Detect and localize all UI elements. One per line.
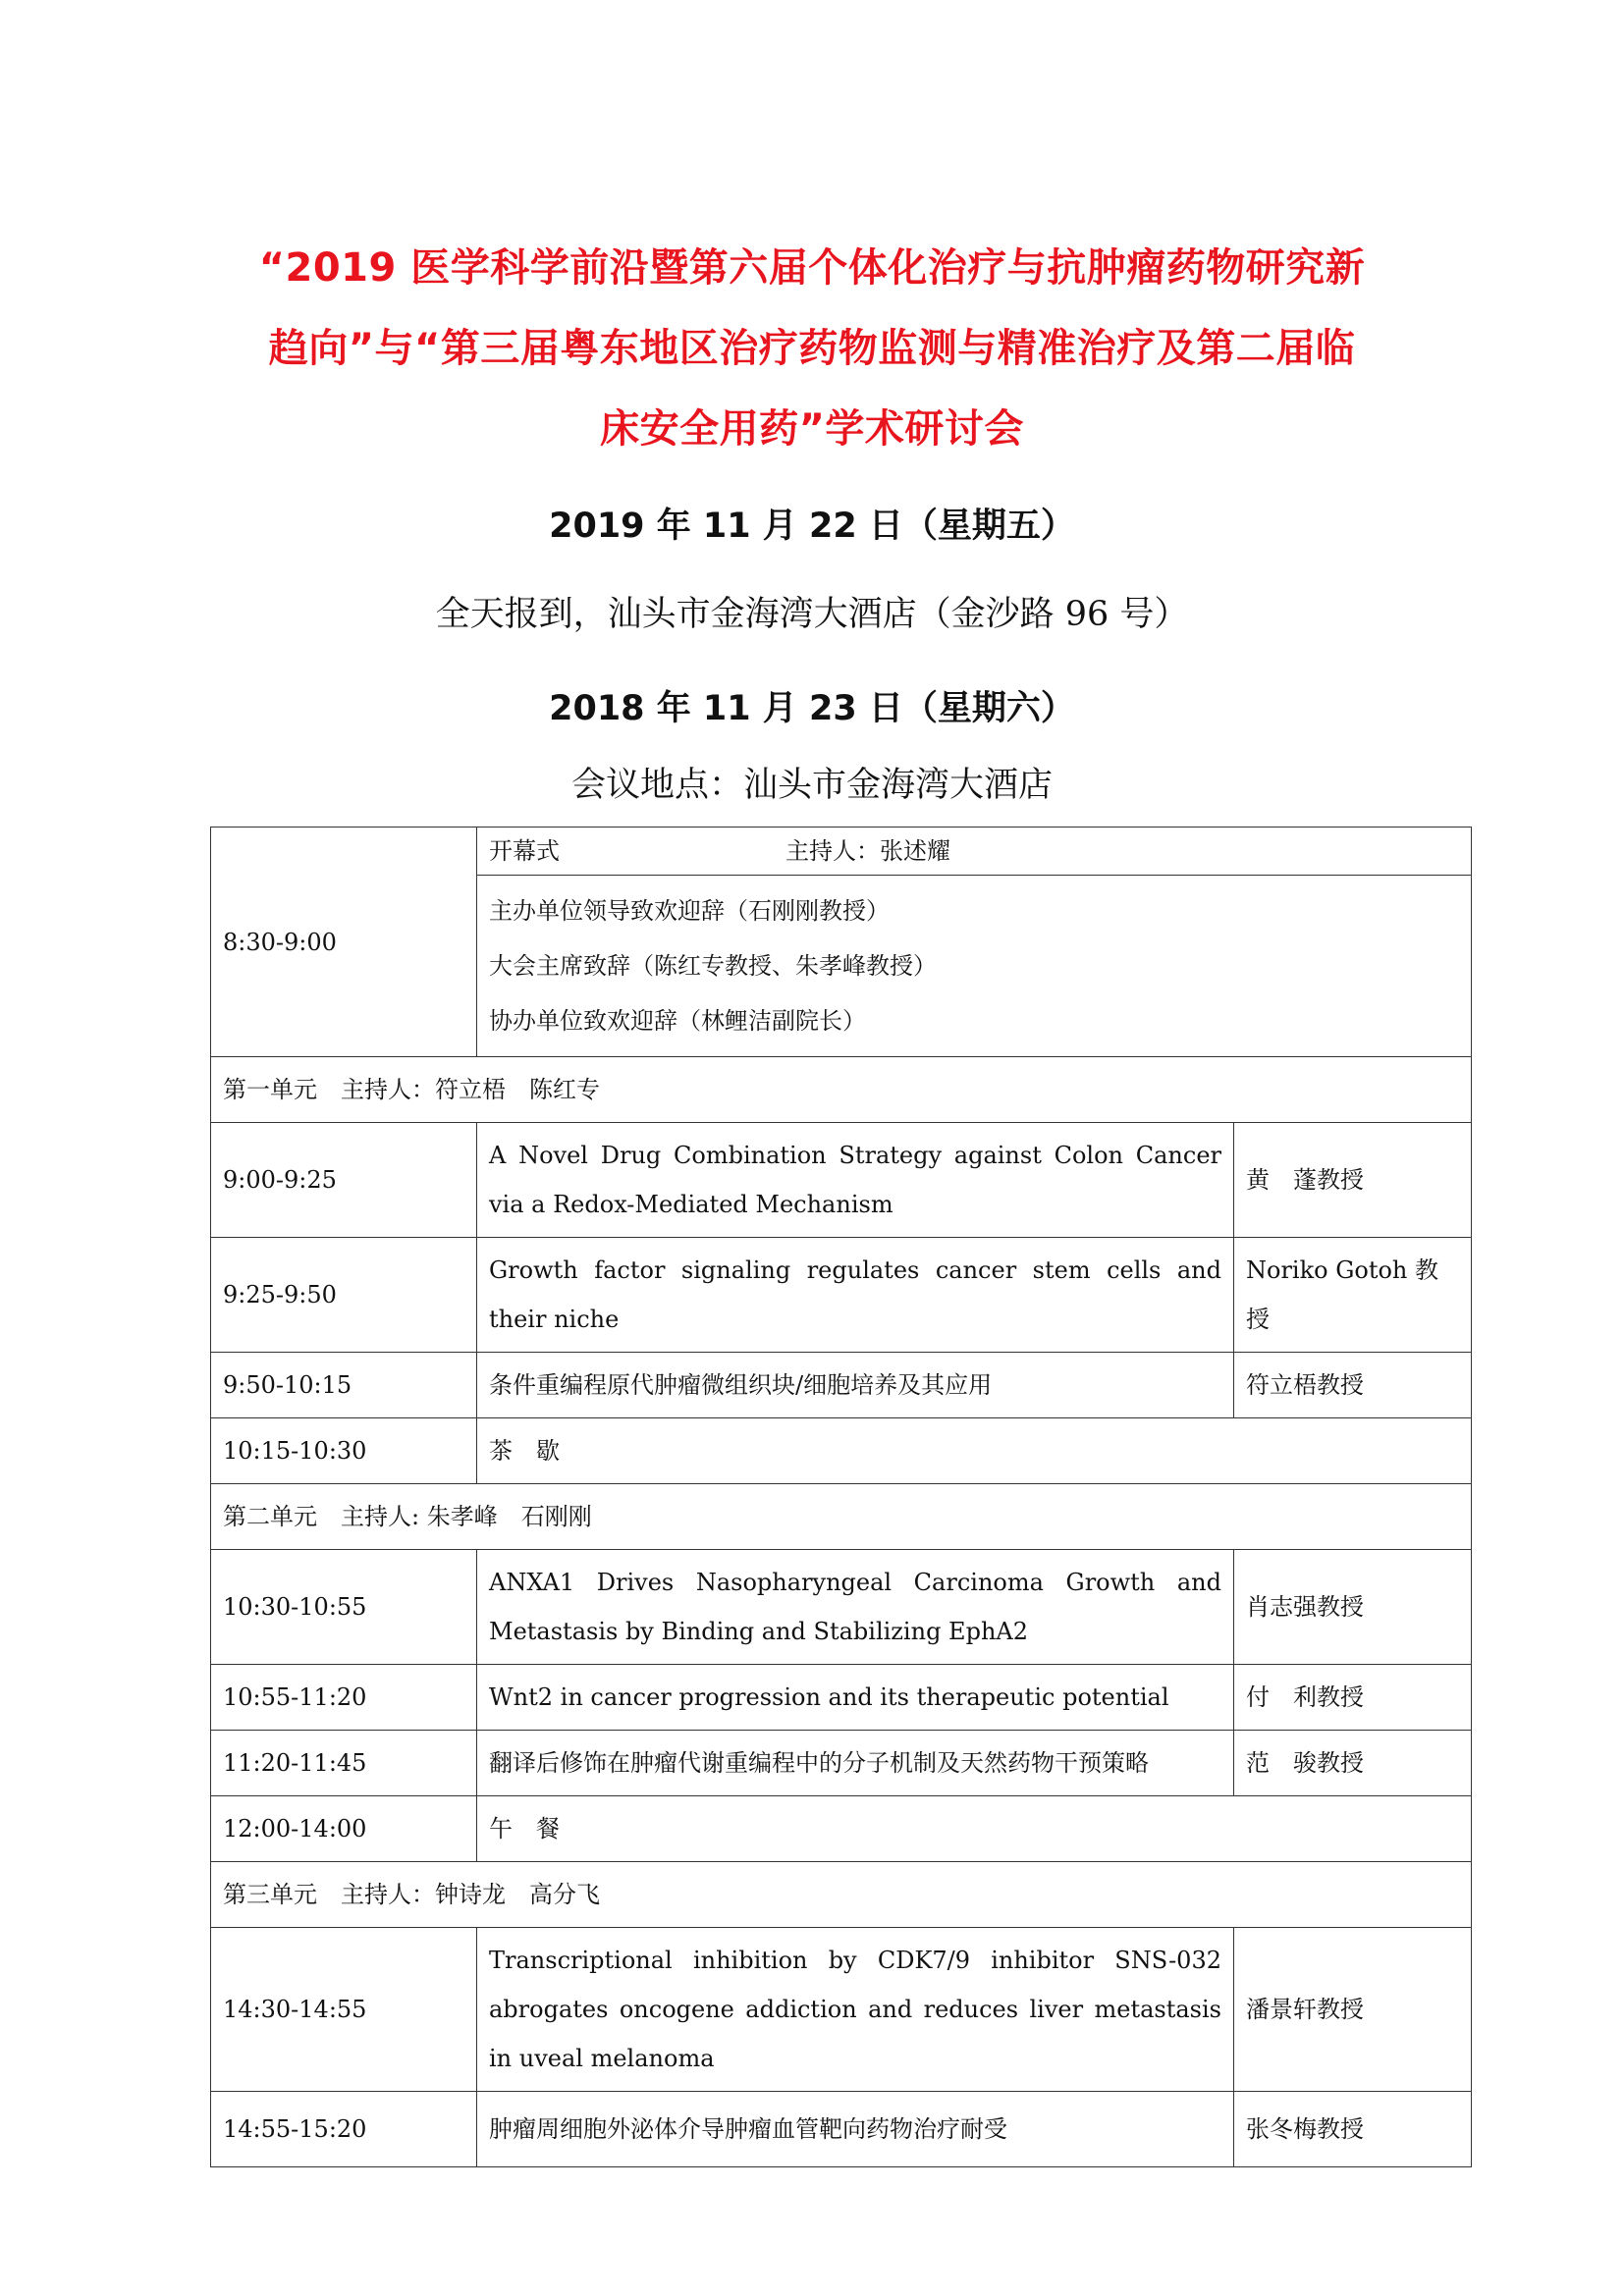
table-row (211, 828, 1472, 876)
time-cell: 9:50-10:15 (211, 1353, 477, 1418)
time-cell: 10:55-11:20 (211, 1665, 477, 1731)
title-line: 趋向”与“第三届粤东地区治疗药物监测与精准治疗及第二届临 (268, 326, 1356, 371)
time-cell: 14:30-14:55 (211, 1928, 477, 2092)
section-header: 第二单元 主持人: 朱孝峰 石刚刚 (211, 1484, 1472, 1550)
opening-host: 主持人：张述耀 (785, 837, 950, 865)
table-row (211, 2092, 1472, 2167)
time-cell: 14:55-15:20 (211, 2092, 477, 2167)
section-header: 第一单元 主持人：符立梧 陈红专 (211, 1057, 1472, 1123)
speech-item: 主办单位领导致欢迎辞（石刚刚教授） (489, 897, 890, 925)
day2-venue: 会议地点：汕头市金海湾大酒店 (570, 766, 1053, 805)
table-row (211, 1731, 1472, 1796)
speaker-cell: 张冬梅教授 (1234, 2092, 1472, 2167)
speech-item: 大会主席致辞（陈红专教授、朱孝峰教授） (489, 952, 937, 980)
speaker-cell: 付 利教授 (1234, 1665, 1472, 1731)
topic-cell: 条件重编程原代肿瘤微组织块/细胞培养及其应用 (477, 1353, 1234, 1418)
time-cell: 10:30-10:55 (211, 1550, 477, 1665)
break-cell: 午 餐 (477, 1796, 1472, 1862)
topic-cell: Transcriptional inhibition by CDK7/9 inhibitor SNS-032 abrogates oncogene addiction and reduces liver metastasis in uveal melanoma (477, 1928, 1234, 2092)
schedule-table (210, 827, 1472, 2167)
time-cell: 9:00-9:25 (211, 1123, 477, 1238)
section-row (211, 1484, 1472, 1550)
topic-cell: 翻译后修饰在肿瘤代谢重编程中的分子机制及天然药物干预策略 (477, 1731, 1234, 1796)
speaker-cell: 黄 蓬教授 (1234, 1123, 1472, 1238)
opening-label: 开幕式 (489, 837, 560, 865)
table-row (211, 1796, 1472, 1862)
title-line: 床安全用药”学术研讨会 (600, 406, 1024, 452)
speaker-cell: 范 骏教授 (1234, 1731, 1472, 1796)
opening-cell (477, 828, 1472, 876)
speaker-cell: 肖志强教授 (1234, 1550, 1472, 1665)
time-cell: 12:00-14:00 (211, 1796, 477, 1862)
title-line: “2019 医学科学前沿暨第六届个体化治疗与抗肿瘤药物研究新 (258, 245, 1366, 291)
topic-cell: 肿瘤周细胞外泌体介导肿瘤血管靶向药物治疗耐受 (477, 2092, 1234, 2167)
topic-cell: Wnt2 in cancer progression and its therapeutic potential (477, 1665, 1234, 1731)
time-cell: 8:30-9:00 (211, 828, 477, 1057)
table-row (211, 1665, 1472, 1731)
time-cell: 9:25-9:50 (211, 1238, 477, 1353)
topic-cell: Growth factor signaling regulates cancer stem cells and their niche (477, 1238, 1234, 1353)
table-row (211, 1123, 1472, 1238)
opening-speeches-cell (477, 876, 1472, 1057)
speaker-cell: Noriko Gotoh 教授 (1234, 1238, 1472, 1353)
table-row (211, 1353, 1472, 1418)
section-row (211, 1862, 1472, 1928)
time-cell: 11:20-11:45 (211, 1731, 477, 1796)
topic-cell: ANXA1 Drives Nasopharyngeal Carcinoma Growth and Metastasis by Binding and Stabilizing EphA2 (477, 1550, 1234, 1665)
time-cell: 10:15-10:30 (211, 1418, 477, 1484)
table-row (211, 1238, 1472, 1353)
day1-note: 全天报到，汕头市金海湾大酒店（金沙路 96 号） (435, 595, 1189, 634)
table-row (211, 1550, 1472, 1665)
speaker-cell: 潘景轩教授 (1234, 1928, 1472, 2092)
topic-cell: A Novel Drug Combination Strategy against Colon Cancer via a Redox-Mediated Mechanism (477, 1123, 1234, 1238)
day1-date: 2019 年 11 月 22 日（星期五） (549, 507, 1075, 546)
table-row (211, 1418, 1472, 1484)
speech-item: 协办单位致欢迎辞（林鲤洁副院长） (489, 1007, 866, 1035)
speaker-cell: 符立梧教授 (1234, 1353, 1472, 1418)
table-row (211, 1928, 1472, 2092)
break-cell: 茶 歇 (477, 1418, 1472, 1484)
section-row (211, 1057, 1472, 1123)
day2-date: 2018 年 11 月 23 日（星期六） (549, 689, 1075, 728)
section-header: 第三单元 主持人：钟诗龙 高分飞 (211, 1862, 1472, 1928)
document-title (196, 228, 1428, 469)
